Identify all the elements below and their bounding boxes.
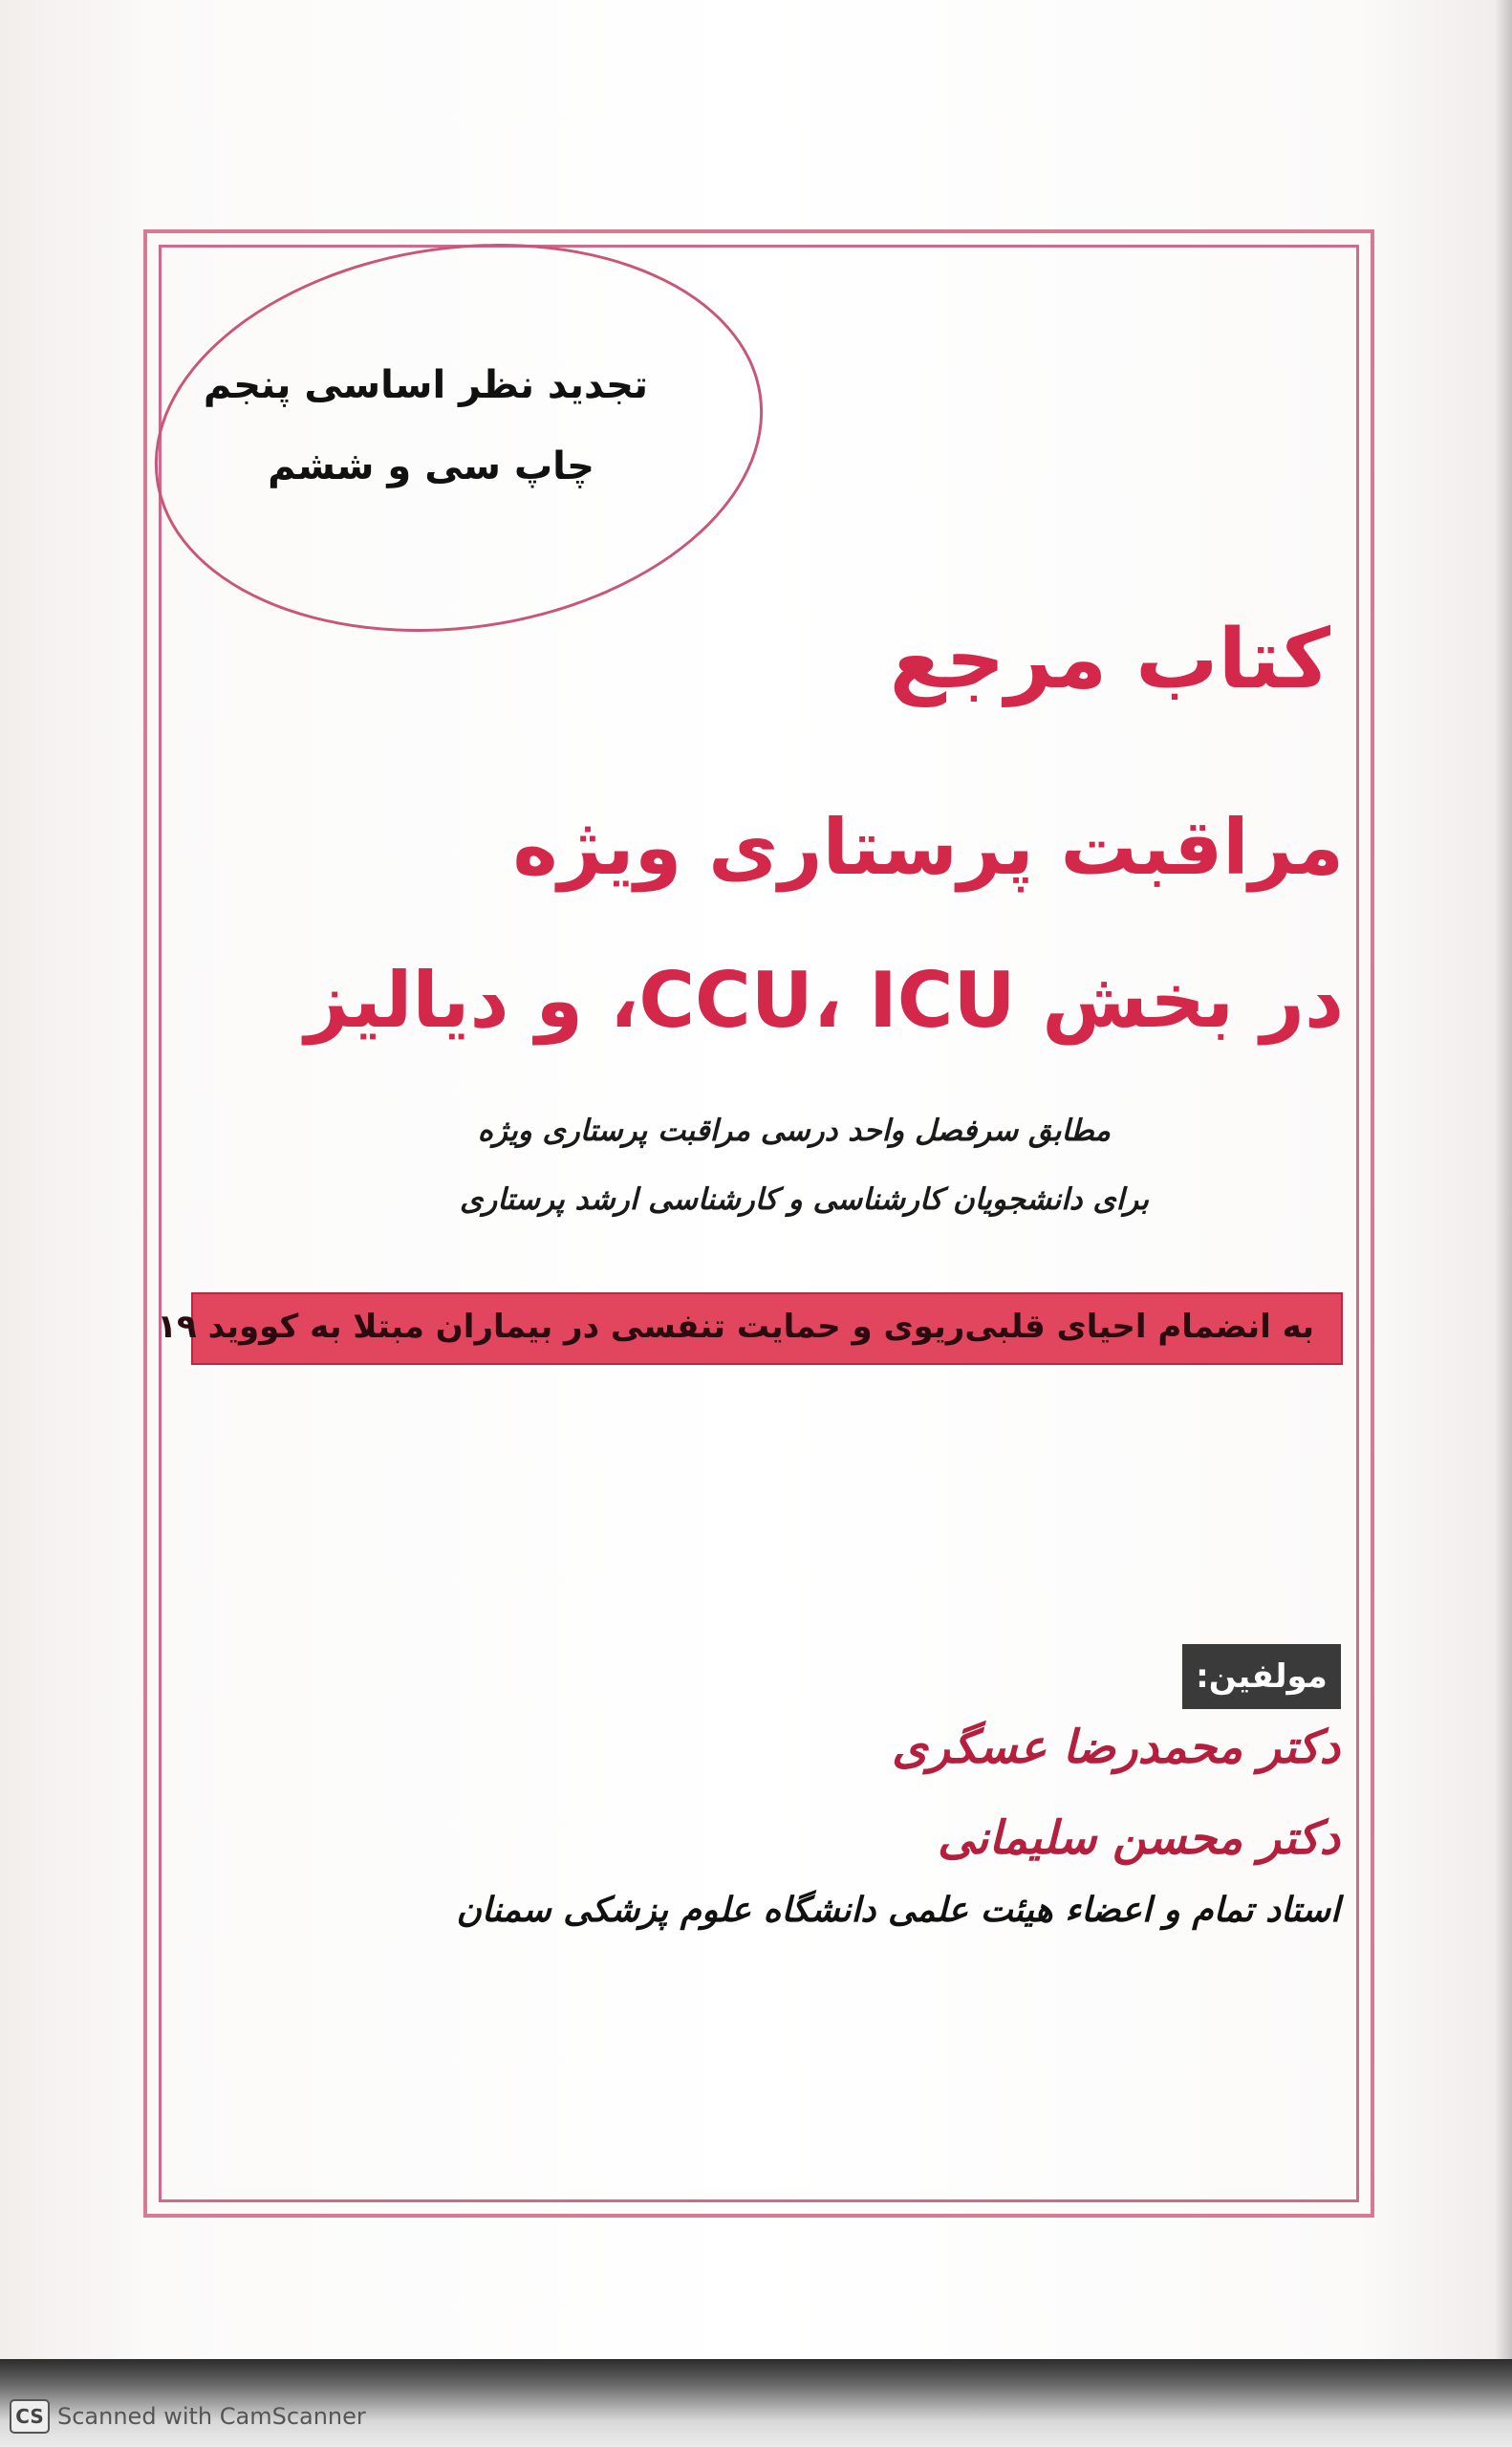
- book-title-line3: در بخش CCU، ICU، و دیالیز: [304, 956, 1344, 1045]
- book-title-line1: کتاب مرجع: [889, 612, 1330, 707]
- subtitle-line2: برای دانشجویان کارشناسی و کارشناسی ارشد پرستاری: [460, 1182, 1149, 1217]
- authors-label: مولفین:: [1182, 1644, 1341, 1709]
- book-title-line2: مراقبت پرستاری ویژه: [512, 803, 1344, 892]
- author-name-1: دکتر محمدرضا عسگری: [892, 1721, 1340, 1774]
- author-affiliation: استاد تمام و اعضاء هیئت علمی دانشگاه علوم پزشکی سمنان: [456, 1891, 1340, 1930]
- edition-print-text: چاپ سی و ششم: [268, 444, 594, 488]
- covid-banner: [157, 1292, 1343, 1365]
- author-name-2: دکتر محسن سلیمانی: [937, 1811, 1340, 1865]
- subtitle-line1: مطابق سرفصل واحد درسی مراقبت پرستاری ویژه: [477, 1114, 1111, 1148]
- covid-banner-text: به انضمام احیای قلبی‌ریوی و حمایت تنفسی در بیماران مبتلا به کووید ۱۹: [157, 1308, 1314, 1346]
- camscanner-logo-icon: CS: [10, 2399, 50, 2434]
- camscanner-watermark: Scanned with CamScanner: [57, 2403, 366, 2430]
- edition-revision-text: تجدید نظر اساسی پنجم: [203, 363, 648, 407]
- page-edge-shadow: [1495, 0, 1512, 2361]
